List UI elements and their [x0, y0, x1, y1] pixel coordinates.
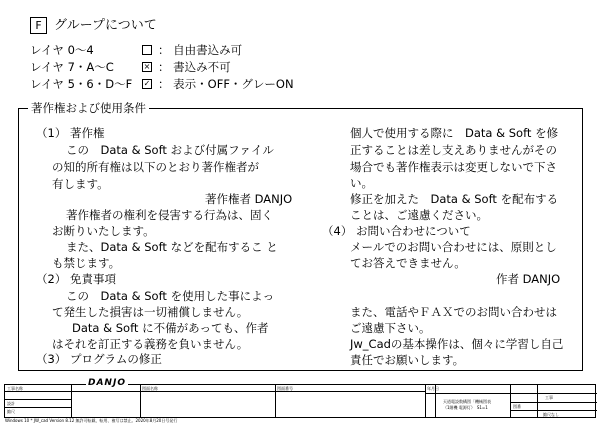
layer-desc-1: ： 書込み不可 — [158, 60, 231, 74]
checkbox-cross-icon: × — [143, 62, 151, 71]
right-line: メールでのお問い合わせには、原則とし — [350, 240, 557, 254]
left-line: この Data & Soft を使用した事によっ — [66, 289, 275, 303]
right-line: 正することは差し支えありませんがその — [350, 143, 557, 157]
layer-label-2: レイヤ 5・6・D～F — [30, 77, 133, 91]
tb-cell-5: 設計 — [7, 401, 15, 406]
left-line: また、Data & Soft などを配布するこ と — [66, 240, 278, 254]
layer-desc-0: ： 自由書込み可 — [158, 43, 243, 57]
danjo-logo: DANJO — [88, 378, 126, 388]
group-badge: F — [30, 17, 47, 34]
tb-company-1: 工事 — [545, 395, 553, 400]
left-line: 著作権者 DANJO — [205, 192, 293, 206]
left-line: 著作権者の権利を侵害する行為は、固く — [66, 208, 273, 222]
right-line: ことは、ご遠慮ください。 — [350, 208, 488, 222]
layer-desc-2: ： 表示・OFF・グレーON — [158, 77, 294, 91]
tb-cell-2: 図面名称 — [142, 386, 158, 391]
right-line: 修正を加えた Data & Soft を配布する — [350, 192, 559, 206]
left-line: この Data & Soft および付属ファイル — [66, 143, 274, 157]
right-line: い。 — [350, 176, 373, 190]
right-line: また、電話やＦＡＸでのお問い合わせは — [350, 305, 557, 319]
checkbox-check-icon: ✓ — [143, 79, 151, 88]
right-line: 個人で使用する際に Data & Soft を修 — [350, 126, 559, 140]
checkbox-empty-icon — [142, 45, 152, 55]
tb-cell-4: 年月日 — [427, 386, 439, 391]
left-line: はそれを訂正する義務を負いません。 — [52, 337, 249, 351]
tb-cell-3: 図面番号 — [277, 386, 293, 391]
left-line: （1） 著作権 — [36, 126, 105, 140]
right-line: 場合でも著作権表示は変更しないで下さ — [350, 160, 557, 174]
right-line: 責任でお願いします。 — [350, 353, 465, 367]
right-line: ご遠慮下さい。 — [350, 321, 431, 335]
section-title: 著作権および使用条件 — [28, 101, 149, 115]
left-line: Data & Soft に不備があっても、作者 — [72, 321, 269, 335]
left-line: （3） プログラムの修正 — [36, 352, 162, 366]
right-line: （4） お問い合わせについて — [322, 224, 471, 238]
footer-note: Windows 10 * JW_cad Version 8.12 無許可転載、転用、複写は禁止。2020年8月20日号発行 — [5, 418, 178, 423]
tb-rev: 図番 — [513, 404, 521, 409]
right-line: てお答えできません。 — [350, 256, 466, 270]
tb-cell-6: 縮尺 — [7, 409, 15, 414]
tb-cell-1: 工事名称 — [7, 386, 23, 391]
layer-label-1: レイヤ 7・A～C — [30, 60, 114, 74]
layer-label-0: レイヤ 0～4 — [30, 43, 94, 57]
title-block — [4, 384, 596, 418]
right-line: 作者 DANJO — [496, 272, 561, 286]
tb-company-2: 天道電設数構図「機械図表 — [443, 399, 491, 404]
left-line: お断りいたします。 — [52, 224, 155, 238]
left-line: 有します。 — [52, 177, 109, 191]
left-line: （2） 免責事項 — [36, 272, 116, 286]
tb-company-3: （1階機 電源灯） S1=1 — [443, 405, 488, 410]
left-line: て発生した損害は一切補償しません。 — [52, 305, 249, 319]
page-title: グループについて — [54, 18, 157, 33]
right-line: Jw_Cadの基本操作は、個々に学習し自己 — [350, 337, 564, 351]
left-line: の知的所有権は以下のとおり著作権者が — [52, 160, 259, 174]
tb-scale: 縮尺なし — [543, 412, 559, 417]
left-line: も禁じます。 — [52, 256, 121, 270]
